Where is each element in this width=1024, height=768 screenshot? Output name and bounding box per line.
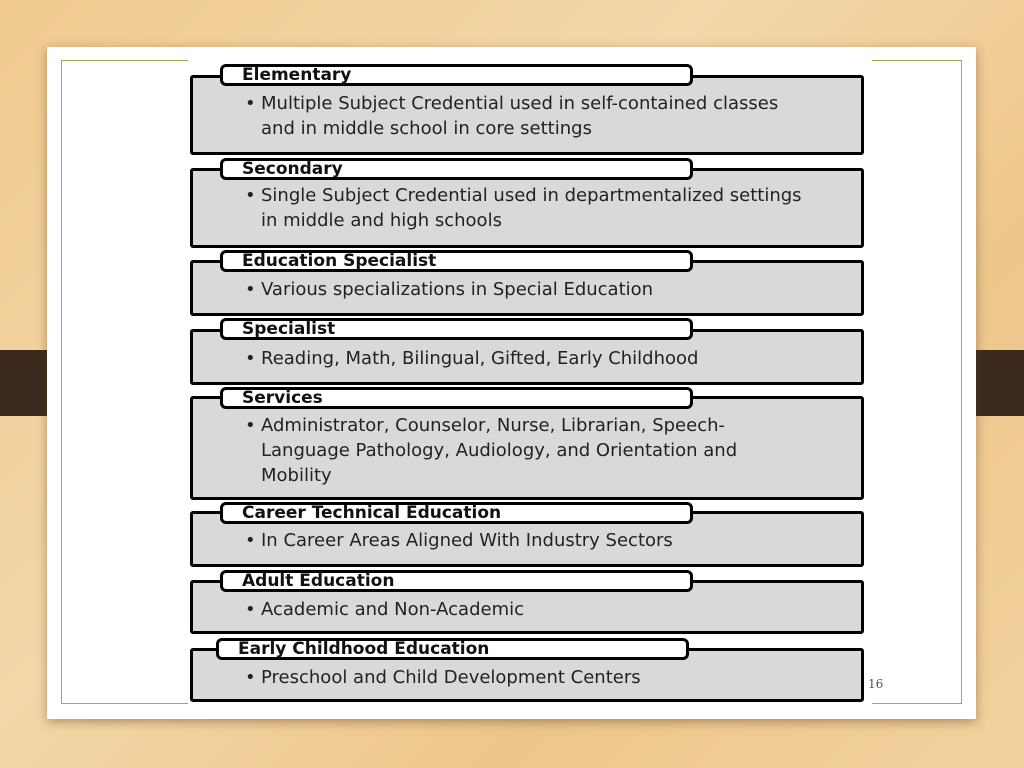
bullet-item: • In Career Areas Aligned With Industry Sectors <box>193 528 861 553</box>
section-title-career-technical-education: Career Technical Education <box>220 502 693 524</box>
section-title-adult-education: Adult Education <box>220 570 693 592</box>
section-box-secondary <box>190 168 864 248</box>
bullet-item: • Preschool and Child Development Centers <box>193 665 861 690</box>
bullet-item: • Reading, Math, Bilingual, Gifted, Early Childhood <box>193 346 861 371</box>
section-box-elementary <box>190 75 864 155</box>
section-title-specialist: Specialist <box>220 318 693 340</box>
section-title-services: Services <box>220 387 693 409</box>
section-title-elementary: Elementary <box>220 64 693 86</box>
section-title-education-specialist: Education Specialist <box>220 250 693 272</box>
bullet-item: • Academic and Non-Academic <box>193 597 861 622</box>
page-number: 16 <box>868 677 884 691</box>
section-title-early-childhood-education: Early Childhood Education <box>216 638 689 660</box>
bullet-item: • Multiple Subject Credential used in self-contained classes and in middle school in core settings <box>193 91 861 141</box>
section-title-secondary: Secondary <box>220 158 693 180</box>
bullet-item: • Various specializations in Special Education <box>193 277 861 302</box>
section-box-services <box>190 396 864 500</box>
bullet-item: • Single Subject Credential used in departmentalized settings in middle and high schools <box>193 183 861 233</box>
bullet-item: • Administrator, Counselor, Nurse, Librarian, Speech-Language Pathology, Audiology, and Orientation and Mobility <box>193 413 861 488</box>
credential-diagram <box>188 60 872 705</box>
